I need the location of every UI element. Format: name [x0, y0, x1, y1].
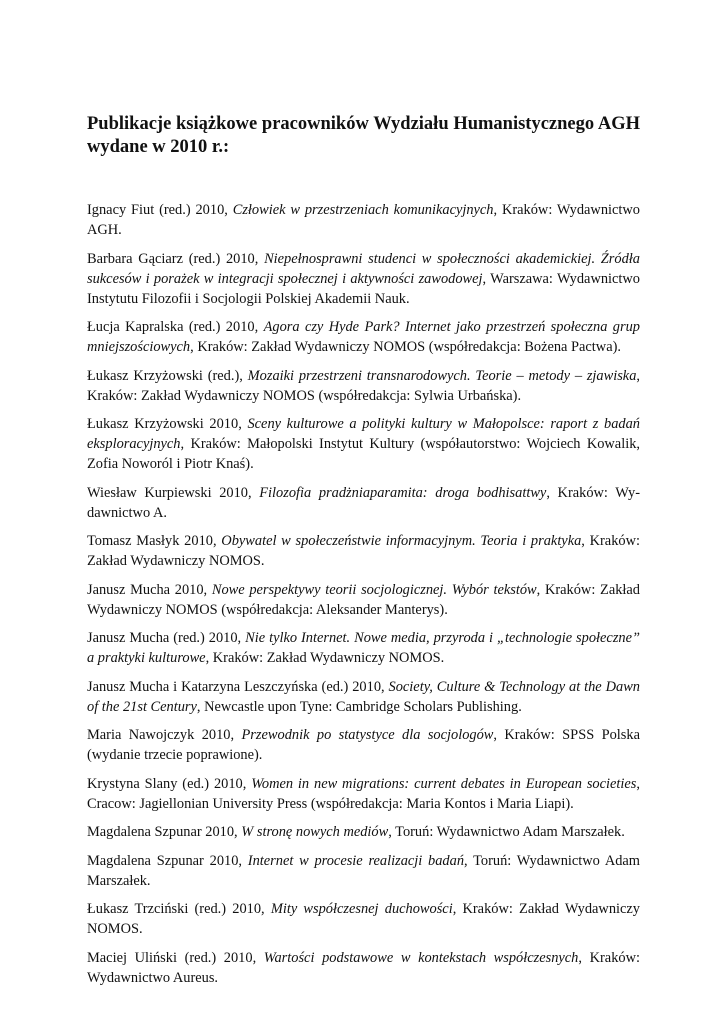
publication-entry [87, 628, 640, 668]
publication-entry [87, 531, 640, 571]
entry-author-year: Tomasz Masłyk 2010, [87, 533, 222, 549]
entry-author-year: Łukasz Krzyżowski 2010, [87, 416, 248, 432]
entry-publisher: , Kraków: Zakład Wydawniczy NOMOS. [87, 533, 640, 569]
entry-title: Society, Culture & Technology at the Dawn of the 21st Century [87, 678, 640, 715]
entry-author-year: Janusz Mucha 2010, [87, 581, 212, 598]
entry-title: Obywatel w społeczeństwie informacyjnym. Teoria i praktyka [221, 533, 582, 549]
entry-title: Wartości podstawowe w kontekstach współczesnych [263, 949, 579, 966]
entry-title: Mity współczesnej duchowości [270, 901, 453, 917]
entry-publisher: , Kraków: Wydawnictwo Aureus. [87, 949, 640, 986]
entry-title: Internet w procesie realizacji badań [247, 852, 465, 869]
publication-entry [87, 249, 640, 309]
entry-author-year: Magdalena Szpunar 2010, [87, 852, 248, 869]
entry-publisher: , Kraków: Małopolski Instytut Kultury (współautorstwo: Wojciech Kowalik, Zofia Noworól i Piotr Knaś). [87, 436, 640, 472]
entry-author-year: Maria Nawojczyk 2010, [87, 727, 242, 743]
entry-publisher: , Kraków: Wydawnictwo A. [87, 484, 641, 521]
publication-entry [87, 899, 640, 939]
entry-publisher: , Kraków: Zakład Wydawniczy NOMOS (współredakcja: Bożena Pactwa). [190, 339, 621, 355]
entry-author-year: Barbara Gąciarz (red.) 2010, [87, 250, 265, 267]
entry-publisher: , Warszawa: Wydawnictwo Instytutu Filozofii i Socjologii Polskiej Akademii Nauk. [87, 270, 640, 307]
entry-publisher: , Toruń: Wydawnictwo Adam Marszałek. [388, 824, 625, 840]
entry-publisher: , Kraków: Zakład Wydawniczy NOMOS. [87, 901, 640, 937]
publication-entry [87, 851, 640, 891]
publication-entry [87, 366, 640, 406]
entry-publisher: , Cracow: Jagiellonian University Press (współredakcja: Maria Kontos i Maria Liapi). [87, 775, 640, 812]
entry-author-year: Łucja Kapralska (red.) 2010, [87, 319, 264, 335]
entry-author-year: Wiesław Kurpiewski 2010, [87, 484, 260, 501]
entry-publisher: , Toruń: Wydawnictwo Adam Marszałek. [87, 852, 641, 889]
publication-entry [87, 774, 640, 814]
entry-author-year: Ignacy Fiut (red.) 2010, [87, 202, 233, 218]
entry-title: Mozaiki przestrzeni transnarodowych. Teorie – metody – zjawiska [247, 367, 637, 384]
entry-publisher: , Kraków: Zakład Wydawniczy NOMOS (współredakcja: Aleksander Manterys). [87, 581, 640, 618]
entry-title: Agora czy Hyde Park? Internet jako przestrzeń społeczna grup mniejszościowych [87, 319, 640, 355]
publication-entry [87, 580, 640, 620]
entry-author-year: Krystyna Slany (ed.) 2010, [87, 775, 252, 792]
publication-entry [87, 483, 640, 523]
entry-publisher: , Kraków: Zakład Wydawniczy NOMOS (współredakcja: Sylwia Urbańska). [87, 367, 641, 404]
entry-title: Nie tylko Internet. Nowe media, przyroda i „technologie społeczne” a praktyki kulturowe [87, 630, 640, 666]
entry-title: Sceny kulturowe a polityki kultury w Małopolsce: raport z badań eksploracyjnych [87, 416, 641, 452]
entry-author-year: Łukasz Trzciński (red.) 2010, [87, 901, 271, 917]
entry-author-year: Janusz Mucha (red.) 2010, [87, 630, 246, 646]
publication-entry [87, 677, 640, 717]
entry-title: Człowiek w przestrzeniach komunikacyjnych [232, 202, 494, 218]
entry-title: Przewodnik po statystyce dla socjologów [241, 727, 494, 743]
entry-publisher: , Newcastle upon Tyne: Cambridge Scholars Publishing. [196, 698, 522, 715]
publication-entry [87, 414, 640, 474]
entry-title: Niepełnosprawni studenci w społeczności akademickiej. Źródła sukcesów i porażek w integracji społecznej i aktywności zawodowej [87, 250, 640, 287]
page-title: Publikacje książkowe pracowników Wydziału Humanistycznego AGH wydane w 2010 r.: [87, 114, 640, 157]
publication-entry [87, 948, 640, 988]
entry-author-year: Łukasz Krzyżowski (red.), [87, 367, 248, 384]
entry-title: Filozofia pradżniaparamita: droga bodhisattwy [259, 484, 547, 501]
entry-author-year: Janusz Mucha i Katarzyna Leszczyńska (ed.) 2010, [87, 678, 389, 695]
entry-title: Women in new migrations: current debates in European societies [251, 775, 637, 792]
entry-publisher: , Kraków: Wydawnictwo AGH. [87, 202, 640, 238]
entry-title: Nowe perspektywy teorii socjologicznej. Wybór tekstów [211, 581, 537, 598]
publication-list [87, 200, 640, 988]
entry-author-year: Magdalena Szpunar 2010, [87, 824, 242, 840]
document-page [87, 113, 640, 996]
publication-entry [87, 822, 640, 842]
entry-title: W stronę nowych mediów [241, 824, 389, 840]
publication-entry [87, 725, 640, 765]
publication-entry [87, 200, 640, 240]
entry-publisher: , Kraków: Zakład Wydawniczy NOMOS. [205, 650, 445, 666]
entry-author-year: Maciej Uliński (red.) 2010, [87, 949, 264, 966]
publication-entry [87, 317, 640, 357]
entry-publisher: , Kraków: SPSS Polska (wydanie trzecie poprawione). [87, 727, 640, 763]
